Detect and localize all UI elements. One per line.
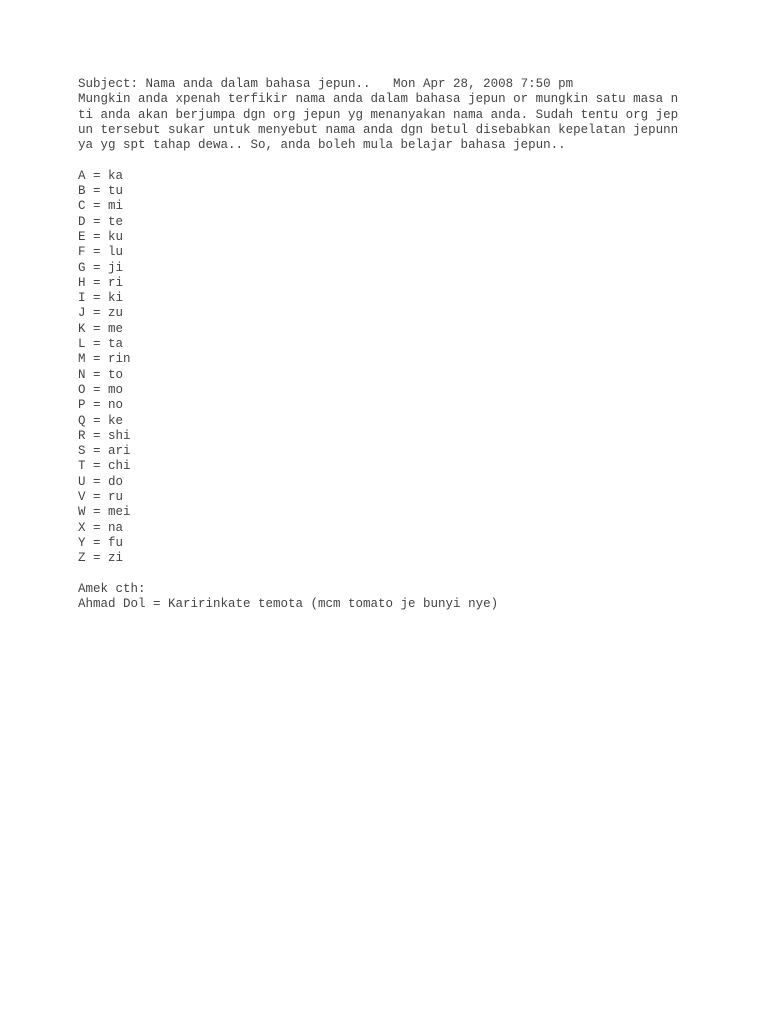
mapping-item: T = chi — [78, 459, 131, 474]
mapping-item: K = me — [78, 321, 124, 336]
mapping-item: U = do — [78, 474, 124, 489]
mapping-item: X = na — [78, 520, 124, 535]
mapping-item: Z = zi — [78, 551, 124, 566]
mapping-item: J = zu — [78, 306, 124, 321]
mapping-item: O = mo — [78, 382, 124, 397]
mapping-item: B = tu — [78, 184, 124, 199]
example-heading: Amek cth: — [78, 581, 146, 596]
mapping-item: A = ka — [78, 168, 124, 183]
mapping-item: P = no — [78, 398, 124, 413]
document-page — [78, 77, 758, 612]
spacer — [78, 567, 758, 582]
letter-mapping-list — [78, 169, 758, 567]
spacer — [78, 153, 758, 168]
mapping-item: W = mei — [78, 505, 131, 520]
mapping-item: G = ji — [78, 260, 124, 275]
mapping-item: C = mi — [78, 199, 124, 214]
mapping-item: V = ru — [78, 490, 124, 505]
mapping-item: N = to — [78, 367, 124, 382]
mapping-item: H = ri — [78, 275, 124, 290]
intro-line-4: ya yg spt tahap dewa.. So, anda boleh mula belajar bahasa jepun.. — [78, 138, 566, 153]
mapping-item: Q = ke — [78, 413, 124, 428]
mapping-item: R = shi — [78, 428, 131, 443]
intro-line-2: ti anda akan berjumpa dgn org jepun yg menanyakan nama anda. Sudah tentu org jep — [78, 107, 679, 122]
mapping-item: Y = fu — [78, 535, 124, 550]
mapping-item: F = lu — [78, 245, 124, 260]
mapping-item: S = ari — [78, 444, 131, 459]
intro-line-3: un tersebut sukar untuk menyebut nama anda dgn betul disebabkan kepelatan jepunn — [78, 122, 679, 137]
mapping-item: D = te — [78, 214, 124, 229]
mapping-item: E = ku — [78, 229, 124, 244]
mapping-item: M = rin — [78, 352, 131, 367]
subject-line: Subject: Nama anda dalam bahasa jepun.. Mon Apr 28, 2008 7:50 pm — [78, 77, 574, 91]
mapping-item: L = ta — [78, 337, 124, 352]
mapping-item: I = ki — [78, 291, 124, 306]
intro-line-1: Mungkin anda xpenah terfikir nama anda dalam bahasa jepun or mungkin satu masa n — [78, 92, 679, 107]
example-text: Ahmad Dol = Karirinkate temota (mcm tomato je bunyi nye) — [78, 597, 499, 612]
